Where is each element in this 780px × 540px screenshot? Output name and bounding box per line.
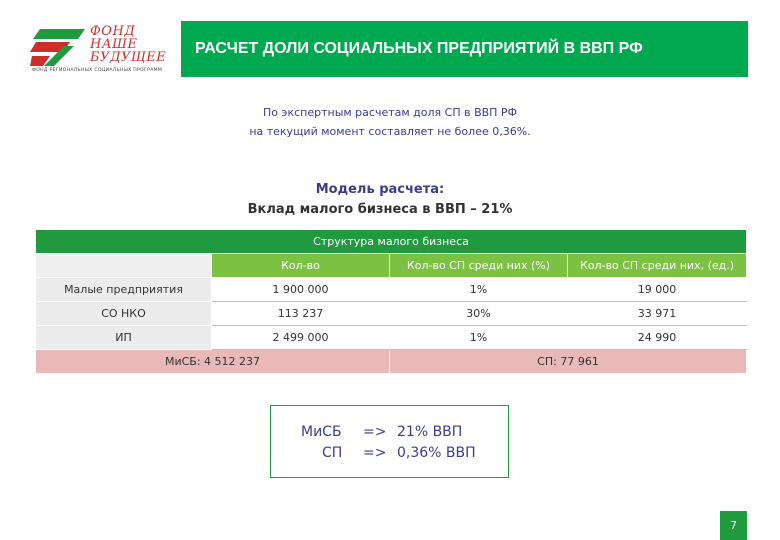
logo-emblem-icon [30, 28, 86, 66]
page-title: РАСЧЕТ ДОЛИ СОЦИАЛЬНЫХ ПРЕДПРИЯТИЙ В ВВП РФ [181, 21, 748, 77]
summary-label-misb: МиСБ [301, 424, 342, 440]
table-totals-row [36, 350, 747, 374]
table-cell: 1 900 000 [212, 278, 390, 302]
table-cell: 1% [390, 278, 568, 302]
intro-line-1: По экспертным расчетам доля СП в ВВП РФ [262, 106, 518, 119]
logo-line-2: НАШЕ [90, 37, 138, 52]
summary-arrow: => [363, 445, 387, 461]
row-label: ИП [36, 326, 212, 350]
logo-subtitle: ФОНД РЕГИОНАЛЬНЫХ СОЦИАЛЬНЫХ ПРОГРАММ [32, 68, 163, 73]
table-cell: 2 499 000 [212, 326, 390, 350]
page-number: 7 [720, 511, 747, 540]
intro-line-2: на текущий момент составляет не более 0,36%. [249, 125, 531, 138]
small-business-table [35, 229, 747, 374]
table-cell: 1% [390, 326, 568, 350]
total-misb: МиСБ: 4 512 237 [36, 350, 390, 374]
table-row [36, 302, 747, 326]
table-cell: 24 990 [568, 326, 747, 350]
summary-value-misb: 21% ВВП [397, 424, 463, 440]
table-header-row [36, 254, 747, 278]
summary-arrow: => [363, 424, 387, 440]
table-cell: 19 000 [568, 278, 747, 302]
table-caption-row [36, 230, 747, 254]
table-row [36, 278, 747, 302]
column-header: Кол-во СП среди них, (ед.) [568, 254, 747, 278]
logo-line-1: ФОНД [90, 24, 136, 39]
table-row [36, 326, 747, 350]
table-cell: 113 237 [212, 302, 390, 326]
logo-line-3: БУДУЩЕЕ [90, 50, 167, 65]
model-title: Модель расчета: [315, 182, 445, 197]
table-corner-cell [36, 254, 212, 278]
row-label: СО НКО [36, 302, 212, 326]
model-subtitle: Вклад малого бизнеса в ВВП – 21% [247, 202, 513, 217]
table-cell: 33 971 [568, 302, 747, 326]
column-header: Кол-во [212, 254, 390, 278]
model-heading [180, 180, 580, 220]
row-label: Малые предприятия [36, 278, 212, 302]
column-header: Кол-во СП среди них (%) [390, 254, 568, 278]
total-sp: СП: 77 961 [390, 350, 747, 374]
summary-label-sp: СП [322, 445, 343, 461]
intro-text [180, 103, 600, 141]
logo [30, 22, 170, 78]
table-caption: Структура малого бизнеса [36, 230, 747, 254]
table-cell: 30% [390, 302, 568, 326]
summary-box [270, 405, 509, 478]
summary-value-sp: 0,36% ВВП [397, 445, 476, 461]
